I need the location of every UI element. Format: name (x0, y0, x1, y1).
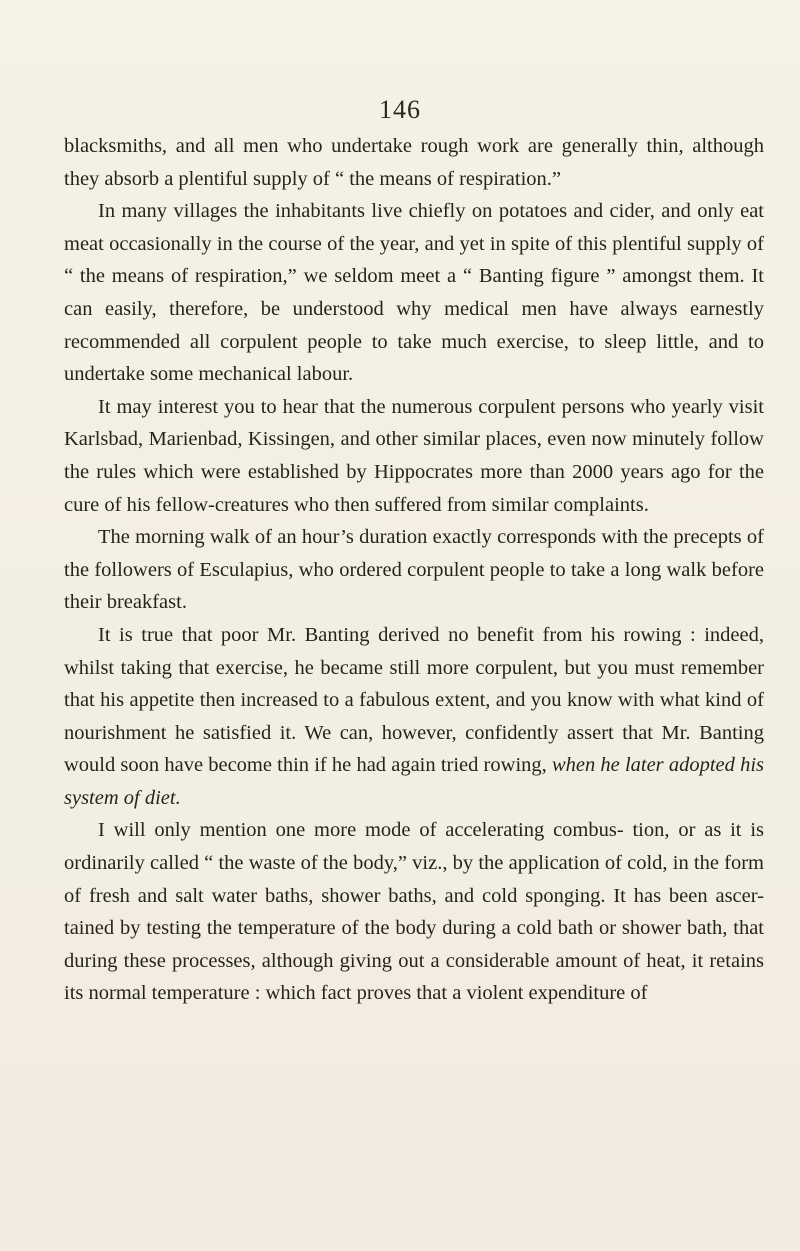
paragraph: It may interest you to hear that the numerous corpulent persons who yearly visit Karlsbad, Marienbad, Kissingen, and other similar places, even now minutely follow the rules which were established by Hippocrates more than 2000 years ago for the cure of his fellow-creatures who then suffered from similar complaints. (64, 395, 764, 516)
paragraph: In many villages the inhabitants live chiefly on potatoes and cider, and only eat meat occasionally in the course of the year, and yet in spite of this plentiful supply of “ the means of respiration,” we seldom meet a “ Banting figure ” amongst them. It can easily, therefore, be understood why medical men have always earnestly recommended all corpulent people to take much exercise, to sleep little, and to undertake some mechanical labour. (64, 200, 764, 386)
paragraph: The morning walk of an hour’s duration exactly corresponds with the precepts of the followers of Esculapius, who ordered corpulent people to take a long walk before their breakfast. (64, 526, 764, 614)
italic-phrase: when he later adopted his system of diet. (64, 754, 764, 809)
body-text (64, 130, 764, 1010)
paragraph-text: It is true that poor Mr. Banting derived no benefit from his rowing : indeed, whilst taking that exercise, he became still more corpulent, but you must remember that his appetite then increased to a fabulous extent, and you know with what kind of nourishment he satisfied it. We can, however, confidently assert that Mr. Banting would soon have become thin if he had again tried rowing, (64, 623, 764, 777)
paragraph: I will only mention one more mode of accelerating combus- tion, or as it is ordinarily called “ the waste of the body,” viz., by the application of cold, in the form of fresh and salt water baths, shower baths, and cold sponging. It has been ascer- tained by testing the temperature of the body during a cold bath or shower bath, that during these processes, although giving out a considerable amount of heat, it retains its normal temperature : which fact proves that a violent expenditure of (64, 819, 764, 1005)
page-number: 146 (379, 95, 421, 124)
paragraph: blacksmiths, and all men who undertake rough work are generally thin, although they absorb a plentiful supply of “ the means of respiration.” (64, 135, 764, 190)
paragraph (64, 619, 764, 815)
